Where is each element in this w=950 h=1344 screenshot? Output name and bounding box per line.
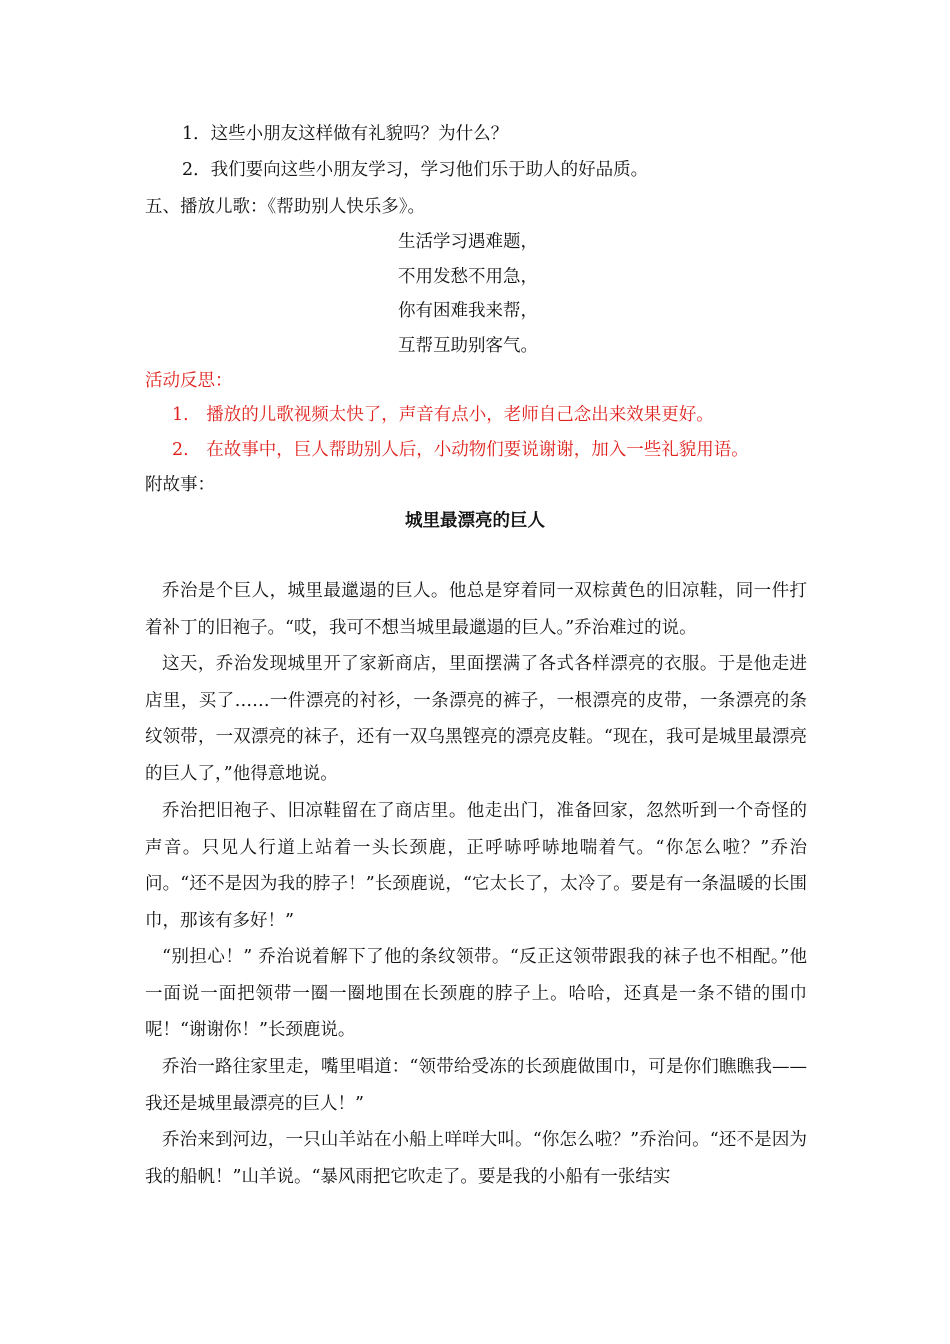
story-paragraph-3: 乔治把旧袍子、旧凉鞋留在了商店里。他走出门，准备回家，忽然听到一个奇怪的声音。只见人行道上站着一头长颈鹿，正呼哧呼哧地喘着气。“你怎么啦？”乔治问。“还不是因为我的脖子！”长颈鹿说，“它太长了，太冷了。要是有一条温暖的长围巾，那该有多好！” [145, 801, 807, 931]
question-2: 2．我们要向这些小朋友学习，学习他们乐于助人的好品质。 [182, 160, 649, 180]
song-line-3: 你有困难我来帮， [398, 301, 538, 321]
story-paragraph-4: “别担心！” 乔治说着解下了他的条纹领带。“反正这领带跟我的袜子也不相配。”他一面说一面把领带一圈一圈地围在长颈鹿的脖子上。哈哈，还真是一条不错的围巾呢！“谢谢你！”长颈鹿说。 [145, 947, 807, 1041]
story-paragraph-5: 乔治一路往家里走，嘴里唱道：“领带给受冻的长颈鹿做围巾，可是你们瞧瞧我——我还是城里最漂亮的巨人！” [145, 1057, 807, 1114]
reflection-item-2: 2. 在故事中，巨人帮助别人后，小动物们要说谢谢，加入一些礼貌用语。 [172, 440, 749, 460]
song-line-4: 互帮互助别客气。 [398, 336, 538, 356]
reflection-item-1: 1. 播放的儿歌视频太快了，声音有点小，老师自己念出来效果更好。 [172, 405, 714, 425]
story-paragraph-1: 乔治是个巨人，城里最邋遢的巨人。他总是穿着同一双棕黄色的旧凉鞋，同一件打着补丁的旧袍子。“哎，我可不想当城里最邋遢的巨人。”乔治难过的说。 [145, 581, 807, 638]
story-title: 城里最漂亮的巨人 [405, 511, 545, 531]
section-5-heading: 五、播放儿歌：《帮助别人快乐多》。 [145, 197, 425, 217]
song-line-1: 生活学习遇难题， [398, 232, 538, 252]
appendix-label: 附故事： [145, 475, 215, 495]
story-paragraph-6: 乔治来到河边，一只山羊站在小船上咩咩大叫。“你怎么啦？”乔治问。“还不是因为我的船帆！”山羊说。“暴风雨把它吹走了。要是我的小船有一张结实 [145, 1130, 807, 1187]
story-paragraph-2: 这天，乔治发现城里开了家新商店，里面摆满了各式各样漂亮的衣服。于是他走进店里，买了……一件漂亮的衬衫，一条漂亮的裤子，一根漂亮的皮带，一条漂亮的条纹领带，一双漂亮的袜子，还有一双乌黑铿亮的漂亮皮鞋。“现在，我可是城里最漂亮的巨人了，”他得意地说。 [145, 654, 807, 784]
question-1: 1．这些小朋友这样做有礼貌吗？为什么？ [182, 124, 509, 144]
reflection-heading: 活动反思： [145, 371, 233, 391]
song-line-2: 不用发愁不用急， [398, 267, 538, 287]
